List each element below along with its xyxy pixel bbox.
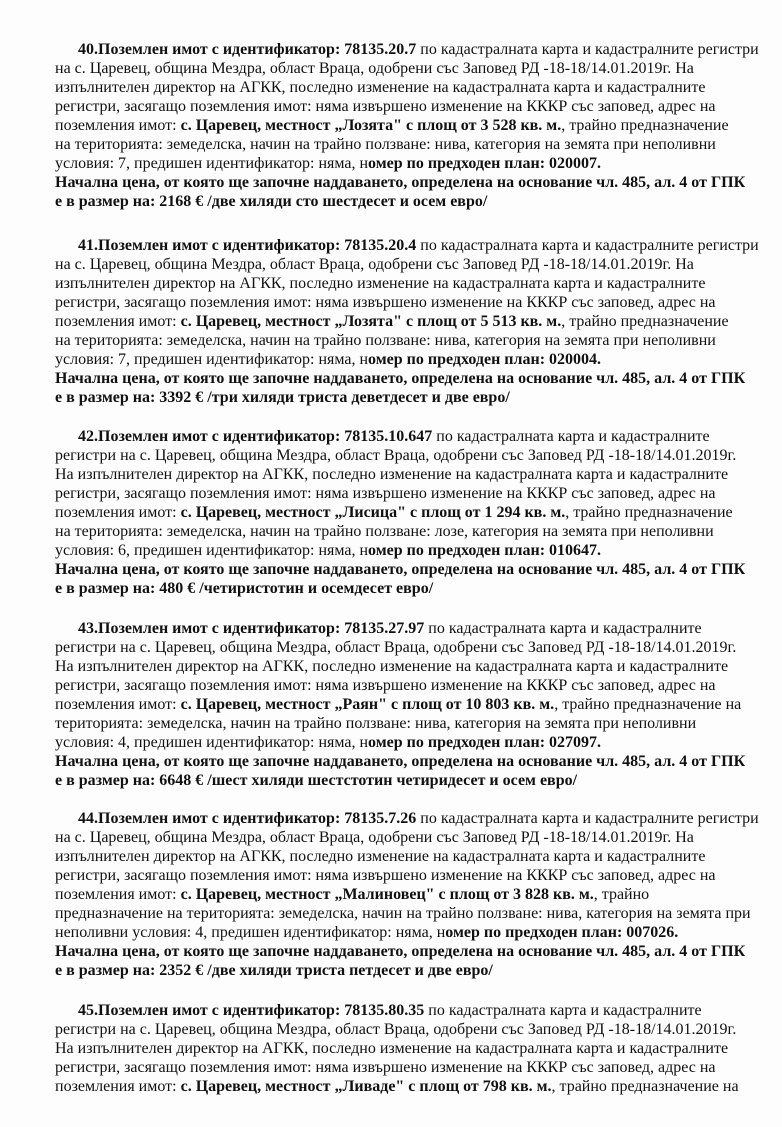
entry-line: изпълнителен директор на АГКК, последно изменение на кадастралната карта и кадастралните (55, 275, 706, 292)
entry-line: 42.Поземлен имот с идентификатор: 78135.10.647 по кадастралната карта и кадастралните (78, 428, 710, 445)
previous-plan-number: омер по предходен план: 010647. (368, 542, 602, 559)
entry-line: поземления имот: с. Царевец, местност „Лозята" с площ от 5 513 кв. м., трайно предназначение (55, 313, 729, 330)
previous-plan-number: омер по предходен план: 020007. (368, 155, 602, 172)
property-identifier: Поземлен имот с идентификатор: 78135.7.26 (98, 810, 417, 827)
starting-price-line: Начална цена, от която ще започне наддаването, определена на основание чл. 485, ал. 4 от ГПК (55, 753, 746, 770)
entry-line: На изпълнителен директор на АГКК, последно изменение на кадастралната карта и кадастралните (55, 658, 729, 675)
property-location: с. Царевец, местност „Ливаде" с площ от 798 кв. м. (180, 1078, 552, 1095)
entry-line: на територията: земеделска, начин на трайно ползване: нива, категория на земята при неполивни (55, 332, 716, 349)
entry-line: изпълнителен директор на АГКК, последно изменение на кадастралната карта и кадастралните (55, 848, 706, 865)
property-entry-41 (55, 236, 782, 407)
entry-line: регистри, засягащо поземления имот: няма извършено изменение на КККР със заповед, адрес на (55, 294, 716, 311)
entry-line: предназначение на територията: земеделска, начин на трайно ползване: нива, категория на земята при (55, 905, 751, 922)
property-entry-44 (55, 809, 782, 980)
entry-line: неполивни условия: 4, предишен идентификатор: няма, номер по предходен план: 007026. (55, 924, 679, 941)
property-identifier: Поземлен имот с идентификатор: 78135.20.4 (98, 237, 417, 254)
entry-line: територията: земеделска, начин на трайно ползване: нива, категория на земята при неполивни (55, 715, 697, 732)
entry-line: На изпълнителен директор на АГКК, последно изменение на кадастралната карта и кадастралните (55, 1040, 729, 1057)
property-location: с. Царевец, местност „Лисица" с площ от 1 294 кв. м. (180, 504, 566, 521)
property-entry-43 (55, 619, 782, 790)
property-location: с. Царевец, местност „Раян" с площ от 10 803 кв. м. (180, 696, 555, 713)
entry-line: 44.Поземлен имот с идентификатор: 78135.7.26 по кадастралната карта и кадастралните регистри (78, 810, 759, 827)
property-location: с. Царевец, местност „Лозята" с площ от 3 528 кв. м. (180, 117, 562, 134)
entry-line: регистри, засягащо поземления имот: няма извършено изменение на КККР със заповед, адрес на (55, 677, 716, 694)
previous-plan-number: омер по предходен план: 020004. (368, 351, 602, 368)
entry-line: поземления имот: с. Царевец, местност „Раян" с площ от 10 803 кв. м., трайно предназначение на (55, 696, 742, 713)
entry-line: условия: 4, предишен идентификатор: няма, номер по предходен план: 027097. (55, 734, 602, 751)
property-identifier: Поземлен имот с идентификатор: 78135.27.97 (98, 620, 425, 637)
entry-line: изпълнителен директор на АГКК, последно изменение на кадастралната карта и кадастралните (55, 79, 706, 96)
entry-line: поземления имот: с. Царевец, местност „Лисица" с площ от 1 294 кв. м., трайно предназначение (55, 504, 733, 521)
entry-line: на територията: земеделска, начин на трайно ползване: лозе, категория на земята при неполивни (55, 523, 714, 540)
property-identifier: Поземлен имот с идентификатор: 78135.10.647 (98, 428, 433, 445)
property-identifier: Поземлен имот с идентификатор: 78135.80.35 (98, 1002, 425, 1019)
entry-line: на територията: земеделска, начин на трайно ползване: нива, категория на земята при неполивни (55, 136, 716, 153)
property-entry-40 (55, 40, 782, 211)
entry-number: 41. (78, 237, 98, 254)
entry-line: регистри, засягащо поземления имот: няма извършено изменение на КККР със заповед, адрес на (55, 485, 716, 502)
entry-line: регистри на с. Царевец, община Мездра, област Враца, одобрени със Заповед РД -18-18/14.01.2019г. (55, 639, 737, 656)
property-identifier: Поземлен имот с идентификатор: 78135.20.7 (98, 41, 417, 58)
entry-line: 40.Поземлен имот с идентификатор: 78135.20.7 по кадастралната карта и кадастралните регистри (78, 41, 759, 58)
price-amount-line: е в размер на: 3392 € /три хиляди триста деветдесет и две евро/ (55, 389, 510, 406)
entry-line: 45.Поземлен имот с идентификатор: 78135.80.35 по кадастралната карта и кадастралните (78, 1002, 702, 1019)
entry-line: на с. Царевец, община Мездра, област Враца, одобрени със Заповед РД -18-18/14.01.2019г. На (55, 60, 694, 77)
entry-line: регистри на с. Царевец, община Мездра, област Враца, одобрени със Заповед РД -18-18/14.01.2019г. (55, 1021, 737, 1038)
price-amount-line: е в размер на: 6648 € /шест хиляди шестстотин четиридесет и осем евро/ (55, 772, 578, 789)
previous-plan-number: омер по предходен план: 007026. (445, 924, 679, 941)
entry-number: 43. (78, 620, 98, 637)
property-entry-45 (55, 1001, 782, 1096)
entry-number: 40. (78, 41, 98, 58)
starting-price-line: Начална цена, от която ще започне наддаването, определена на основание чл. 485, ал. 4 от ГПК (55, 370, 746, 387)
entry-line: регистри, засягащо поземления имот: няма извършено изменение на КККР със заповед, адрес на (55, 98, 716, 115)
entry-number: 45. (78, 1002, 98, 1019)
price-amount-line: е в размер на: 2352 € /две хиляди триста петдесет и две евро/ (55, 962, 493, 979)
price-amount-line: е в размер на: 2168 € /две хиляди сто шестдесет и осем евро/ (55, 193, 488, 210)
entry-line: 43.Поземлен имот с идентификатор: 78135.27.97 по кадастралната карта и кадастралните (78, 620, 702, 637)
property-location: с. Царевец, местност „Лозята" с площ от 5 513 кв. м. (180, 313, 562, 330)
entry-line: поземления имот: с. Царевец, местност „Малиновец" с площ от 3 828 кв. м., трайно (55, 886, 650, 903)
entry-line: условия: 6, предишен идентификатор: няма, номер по предходен план: 010647. (55, 542, 602, 559)
entry-line: на с. Царевец, община Мездра, област Враца, одобрени със Заповед РД -18-18/14.01.2019г. На (55, 256, 694, 273)
property-entry-42 (55, 427, 782, 598)
entry-number: 42. (78, 428, 98, 445)
entry-line: регистри на с. Царевец, община Мездра, област Враца, одобрени със Заповед РД -18-18/14.01.2019г. (55, 447, 737, 464)
starting-price-line: Начална цена, от която ще започне наддаването, определена на основание чл. 485, ал. 4 от ГПК (55, 943, 746, 960)
starting-price-line: Начална цена, от която ще започне наддаването, определена на основание чл. 485, ал. 4 от ГПК (55, 174, 746, 191)
entry-line: регистри, засягащо поземления имот: няма извършено изменение на КККР със заповед, адрес на (55, 867, 716, 884)
entry-line: условия: 7, предишен идентификатор: няма, номер по предходен план: 020004. (55, 351, 602, 368)
entry-line: На изпълнителен директор на АГКК, последно изменение на кадастралната карта и кадастралните (55, 466, 729, 483)
entry-number: 44. (78, 810, 98, 827)
entry-line: поземления имот: с. Царевец, местност „Лозята" с площ от 3 528 кв. м., трайно предназначение (55, 117, 729, 134)
entry-line: условия: 7, предишен идентификатор: няма, номер по предходен план: 020007. (55, 155, 602, 172)
previous-plan-number: омер по предходен план: 027097. (368, 734, 602, 751)
entry-line: поземления имот: с. Царевец, местност „Ливаде" с площ от 798 кв. м., трайно предназначение на (55, 1078, 739, 1095)
entry-line: регистри, засягащо поземления имот: няма извършено изменение на КККР със заповед, адрес на (55, 1059, 716, 1076)
entry-line: на с. Царевец, община Мездра, област Враца, одобрени със Заповед РД -18-18/14.01.2019г. На (55, 829, 694, 846)
entry-line: 41.Поземлен имот с идентификатор: 78135.20.4 по кадастралната карта и кадастралните регистри (78, 237, 759, 254)
starting-price-line: Начална цена, от която ще започне наддаването, определена на основание чл. 485, ал. 4 от ГПК (55, 561, 746, 578)
property-location: с. Царевец, местност „Малиновец" с площ от 3 828 кв. м. (180, 886, 594, 903)
price-amount-line: е в размер на: 480 € /четиристотин и осемдесет евро/ (55, 580, 434, 597)
